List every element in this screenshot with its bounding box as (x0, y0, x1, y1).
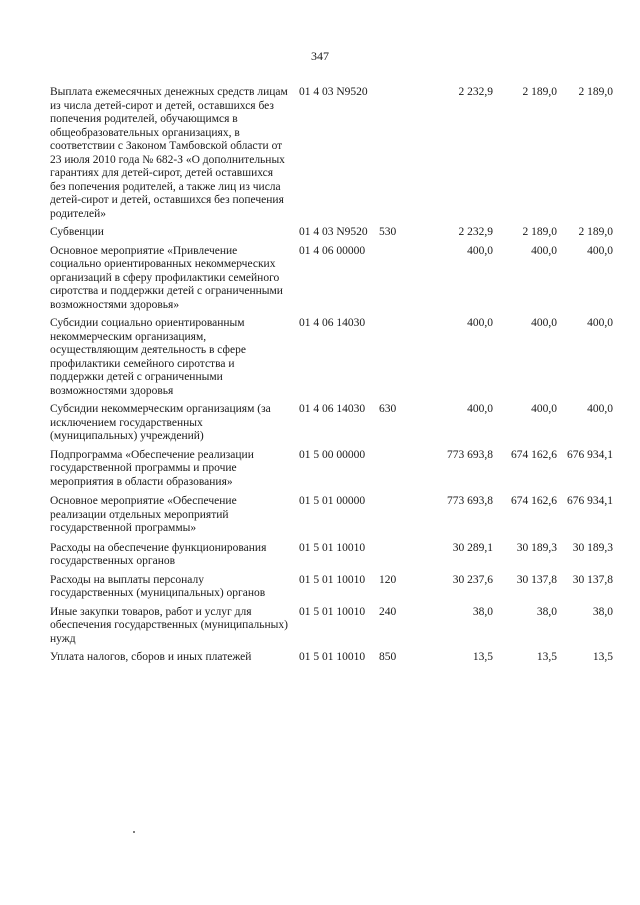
row-name: Субвенции (50, 226, 104, 238)
row-code: 01 4 06 00000 (299, 244, 366, 257)
table-row (50, 226, 613, 240)
row-name: Основное мероприятие «Привлечение социально ориентированных некоммерческих организаций в сферу профилактики семейного сиротства и поддержки детей с ограниченными возможностями здоровья» (50, 244, 283, 311)
row-value-2: 2 189,0 (522, 226, 557, 238)
row-value-1: 2 232,9 (458, 226, 493, 238)
row-value-3: 400,0 (587, 244, 613, 257)
row-type: 120 (379, 573, 397, 586)
row-value-3: 30 137,8 (572, 573, 613, 586)
row-type: 630 (379, 403, 397, 415)
row-code: 01 4 03 N9520 (299, 226, 368, 238)
row-value-3: 676 934,1 (567, 448, 613, 461)
table-row (50, 86, 613, 221)
row-value-2: 400,0 (531, 403, 557, 415)
row-name: Основное мероприятие «Обеспечение реализации отдельных мероприятий государственной программы» (50, 495, 237, 534)
row-value-1: 400,0 (467, 317, 493, 329)
row-value-2: 13,5 (536, 651, 557, 663)
row-type: 850 (379, 651, 397, 663)
row-name: Иные закупки товаров, работ и услуг для обеспечения государственных (муниципальных) нужд (50, 605, 288, 645)
table-row (50, 541, 613, 569)
row-value-1: 400,0 (467, 403, 493, 415)
row-name: Уплата налогов, сборов и иных платежей (50, 651, 252, 663)
table-row (50, 244, 613, 313)
table-row (50, 317, 613, 398)
budget-table (50, 86, 613, 670)
scan-speck (133, 831, 135, 833)
row-name: Субсидии некоммерческим организациям (за исключением государственных (муниципальных) учреждений) (50, 403, 271, 442)
row-value-2: 674 162,6 (511, 448, 557, 461)
row-value-2: 400,0 (531, 317, 557, 329)
table-row (50, 605, 613, 647)
row-value-2: 2 189,0 (522, 86, 557, 98)
row-value-3: 30 189,3 (572, 541, 613, 554)
row-code: 01 5 01 00000 (299, 495, 366, 507)
row-value-2: 400,0 (531, 244, 557, 257)
row-code: 01 4 06 14030 (299, 317, 366, 329)
row-value-1: 30 237,6 (452, 573, 493, 586)
page-number: 347 (311, 49, 329, 63)
table-row (50, 403, 613, 444)
row-code: 01 5 01 10010 (299, 573, 366, 586)
row-name: Субсидии социально ориентированным некоммерческим организациям, осуществляющим деятельность в сфере профилактики семейного сиротства и поддержки детей с ограниченными возможностями здоровья (50, 317, 246, 397)
row-code: 01 4 06 14030 (299, 403, 366, 415)
row-code: 01 4 03 N9520 (299, 86, 368, 98)
row-name: Подпрограмма «Обеспечение реализации государственной программы и прочие мероприятия в области образования» (50, 448, 254, 488)
row-code: 01 5 01 10010 (299, 605, 366, 618)
row-value-3: 2 189,0 (578, 86, 613, 98)
table-row (50, 495, 613, 536)
row-name: Расходы на выплаты персоналу государственных (муниципальных) органов (50, 573, 266, 599)
row-type: 240 (379, 605, 397, 618)
row-value-3: 400,0 (587, 317, 613, 329)
row-code: 01 5 01 10010 (299, 651, 366, 663)
row-value-1: 2 232,9 (458, 86, 493, 98)
row-value-1: 30 289,1 (452, 541, 493, 554)
row-value-2: 30 189,3 (516, 541, 557, 554)
row-name: Расходы на обеспечение функционирования государственных органов (50, 541, 267, 567)
row-value-2: 30 137,8 (516, 573, 557, 586)
row-code: 01 5 01 10010 (299, 541, 366, 554)
row-type: 530 (379, 226, 397, 238)
row-value-3: 38,0 (592, 605, 613, 618)
row-value-3: 676 934,1 (567, 495, 613, 507)
table-row (50, 448, 613, 490)
table-row (50, 573, 613, 601)
row-value-2: 38,0 (536, 605, 557, 618)
row-value-3: 2 189,0 (578, 226, 613, 238)
row-value-1: 13,5 (472, 651, 493, 663)
row-value-1: 400,0 (467, 244, 493, 257)
row-code: 01 5 00 00000 (299, 448, 366, 461)
row-value-1: 38,0 (472, 605, 493, 618)
row-value-2: 674 162,6 (511, 495, 557, 507)
row-value-3: 400,0 (587, 403, 613, 415)
row-value-3: 13,5 (592, 651, 613, 663)
row-value-1: 773 693,8 (447, 495, 493, 507)
row-name: Выплата ежемесячных денежных средств лицам из числа детей-сирот и детей, оставшихся без попечения родителей, обучающимся в общеобразовательных организациях, в соответствии с Законом Тамбовской области от 23 июля 2010 года № 682-З «О дополнительных гарантиях для детей-сирот, детей оставшихся без попечения родителей, а также лиц из числа детей-сирот и детей, оставшихся без попечения родителей» (50, 86, 288, 220)
table-row (50, 651, 613, 665)
row-value-1: 773 693,8 (447, 448, 493, 461)
